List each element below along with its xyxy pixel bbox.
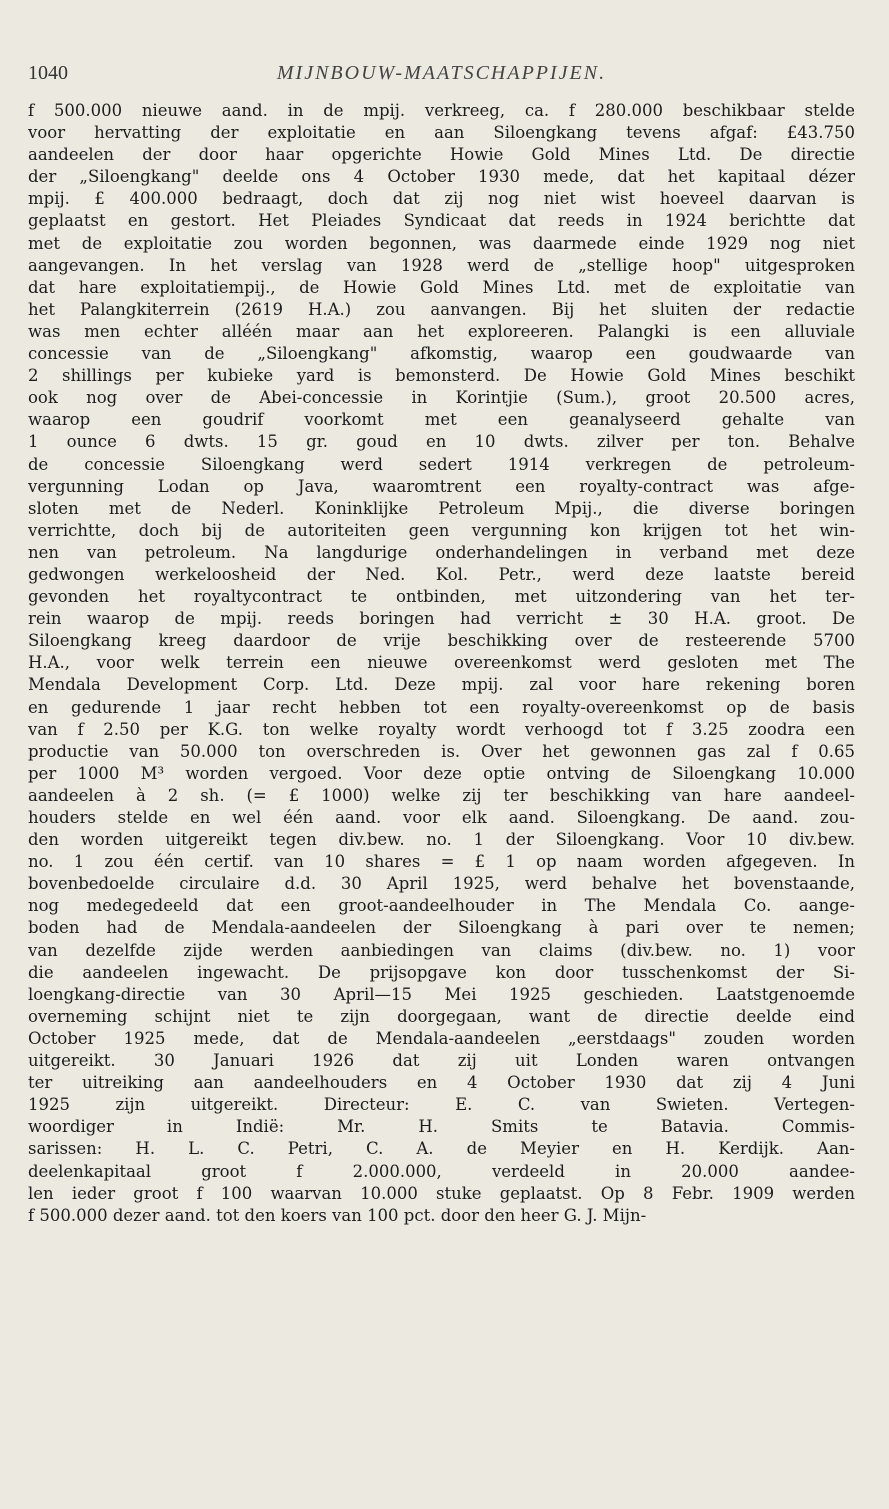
text-line: ter uitreiking aan aandeelhouders en 4 October 1930 dat zij 4 Juni [28, 1073, 855, 1093]
text-line: woordiger in Indië: Mr. H. Smits te Batavia. Commis- [28, 1117, 855, 1137]
text-line: die aandeelen ingewacht. De prijsopgave kon door tusschenkomst der Si- [28, 962, 855, 982]
text-line: rein waarop de mpij. reeds boringen had verricht ± 30 H.A. groot. De [28, 609, 855, 629]
text-line: van dezelfde zijde werden aanbiedingen van claims (div.bew. no. 1) voor [28, 940, 855, 960]
page-number: 1040 [28, 62, 68, 84]
text-line: H.A., voor welk terrein een nieuwe overeenkomst werd gesloten met The [28, 653, 855, 673]
text-line: ook nog over de Abei-concessie in Korintjie (Sum.), groot 20.500 acres, [28, 388, 855, 408]
text-line: vergunning Lodan op Java, waaromtrent een royalty-contract was afge- [28, 476, 855, 496]
text-line: dat hare exploitatiempij., de Howie Gold Mines Ltd. met de exploitatie van [28, 277, 855, 297]
text-line: Mendala Development Corp. Ltd. Deze mpij. zal voor hare rekening boren [28, 675, 855, 695]
text-line: den worden uitgereikt tegen div.bew. no. 1 der Siloengkang. Voor 10 div.bew. [28, 830, 855, 850]
text-line: de concessie Siloengkang werd sedert 1914 verkregen de petroleum- [28, 454, 855, 474]
text-line: uitgereikt. 30 Januari 1926 dat zij uit Londen waren ontvangen [28, 1051, 855, 1071]
text-line: productie van 50.000 ton overschreden is. Over het gewonnen gas zal f 0.65 [28, 741, 855, 761]
text-line: aandeelen der door haar opgerichte Howie Gold Mines Ltd. De directie [28, 145, 855, 165]
text-line: houders stelde en wel één aand. voor elk aand. Siloengkang. De aand. zou- [28, 808, 855, 827]
text-line: het Palangkiterrein (2619 H.A.) zou aanvangen. Bij het sluiten der redactie [28, 299, 855, 319]
text-line: overneming schijnt niet te zijn doorgegaan, want de directie deelde eind [28, 1006, 855, 1026]
text-line: gevonden het royaltycontract te ontbinden, met uitzondering van het ter- [28, 587, 855, 607]
text-line: was men echter alléén maar aan het exploreeren. Palangki is een alluviale [28, 321, 855, 341]
text-line: der „Siloengkang" deelde ons 4 October 1930 mede, dat het kapitaal dézer [28, 167, 855, 187]
text-line: en gedurende 1 jaar recht hebben tot een royalty-overeenkomst op de basis [28, 697, 855, 717]
text-line: sloten met de Nederl. Koninklijke Petroleum Mpij., die diverse boringen [28, 498, 855, 518]
text-line: sarissen: H. L. C. Petri, C. A. de Meyier en H. Kerdijk. Aan- [28, 1139, 855, 1159]
text-line: nen van petroleum. Na langdurige onderhandelingen in verband met deze [28, 542, 855, 562]
text-line: 2 shillings per kubieke yard is bemonsterd. De Howie Gold Mines beschikt [28, 366, 855, 386]
page-header [28, 50, 855, 100]
text-line: voor hervatting der exploitatie en aan Siloengkang tevens afgaf: £43.750 [28, 123, 855, 143]
text-line: mpij. £ 400.000 bedraagt, doch dat zij nog niet wist hoeveel daarvan is [28, 189, 855, 209]
text-line: verrichtte, doch bij de autoriteiten geen vergunning kon krijgen tot het win- [28, 520, 855, 540]
text-line: loengkang-directie van 30 April—15 Mei 1925 geschieden. Laatstgenoemde [28, 984, 855, 1004]
text-line: aandeelen à 2 sh. (= £ 1000) welke zij ter beschikking van hare aandeel- [28, 785, 855, 805]
text-line: 1 ounce 6 dwts. 15 gr. goud en 10 dwts. zilver per ton. Behalve [28, 432, 855, 452]
text-line: van f 2.50 per K.G. ton welke royalty wordt verhoogd tot f 3.25 zoodra een [28, 719, 855, 739]
text-line: geplaatst en gestort. Het Pleiades Syndicaat dat reeds in 1924 berichtte dat [28, 211, 855, 231]
text-line: 1925 zijn uitgereikt. Directeur: E. C. van Swieten. Vertegen- [28, 1095, 855, 1115]
text-line: gedwongen werkeloosheid der Ned. Kol. Petr., werd deze laatste bereid [28, 564, 855, 584]
text-line: Siloengkang kreeg daardoor de vrije beschikking over de resteerende 5700 [28, 631, 855, 651]
text-line: October 1925 mede, dat de Mendala-aandeelen „eerstdaags" zouden worden [28, 1028, 855, 1048]
text-line: nog medegedeeld dat een groot-aandeelhouder in The Mendala Co. aange- [28, 896, 855, 916]
text-line: met de exploitatie zou worden begonnen, was daarmede einde 1929 nog niet [28, 233, 855, 253]
text-line: per 1000 M³ worden vergoed. Voor deze optie ontving de Siloengkang 10.000 [28, 763, 855, 783]
text-line: bovenbedoelde circulaire d.d. 30 April 1925, werd behalve het bovenstaande, [28, 874, 855, 894]
text-line: f 500.000 nieuwe aand. in de mpij. verkreeg, ca. f 280.000 beschikbaar stelde [28, 101, 855, 120]
text-line: len ieder groot f 100 waarvan 10.000 stuke geplaatst. Op 8 Febr. 1909 werden [28, 1183, 855, 1203]
text-line: concessie van de „Siloengkang" afkomstig, waarop een goudwaarde van [28, 344, 855, 364]
text-line: aangevangen. In het verslag van 1928 werd de „stellige hoop" uitgesproken [28, 255, 855, 275]
running-title: MIJNBOUW-MAATSCHAPPIJEN. [276, 62, 607, 84]
text-line: waarop een goudrif voorkomt met een geanalyseerd gehalte van [28, 410, 855, 430]
text-line: boden had de Mendala-aandeelen der Siloengkang à pari over te nemen; [28, 918, 855, 938]
body-text [28, 100, 855, 1227]
text-line: no. 1 zou één certif. van 10 shares = £ 1 op naam worden afgegeven. In [28, 852, 855, 872]
text-line: deelenkapitaal groot f 2.000.000, verdeeld in 20.000 aandee- [28, 1161, 855, 1181]
text-line: f 500.000 dezer aand. tot den koers van 100 pct. door den heer G. J. Mijn- [28, 1205, 647, 1225]
